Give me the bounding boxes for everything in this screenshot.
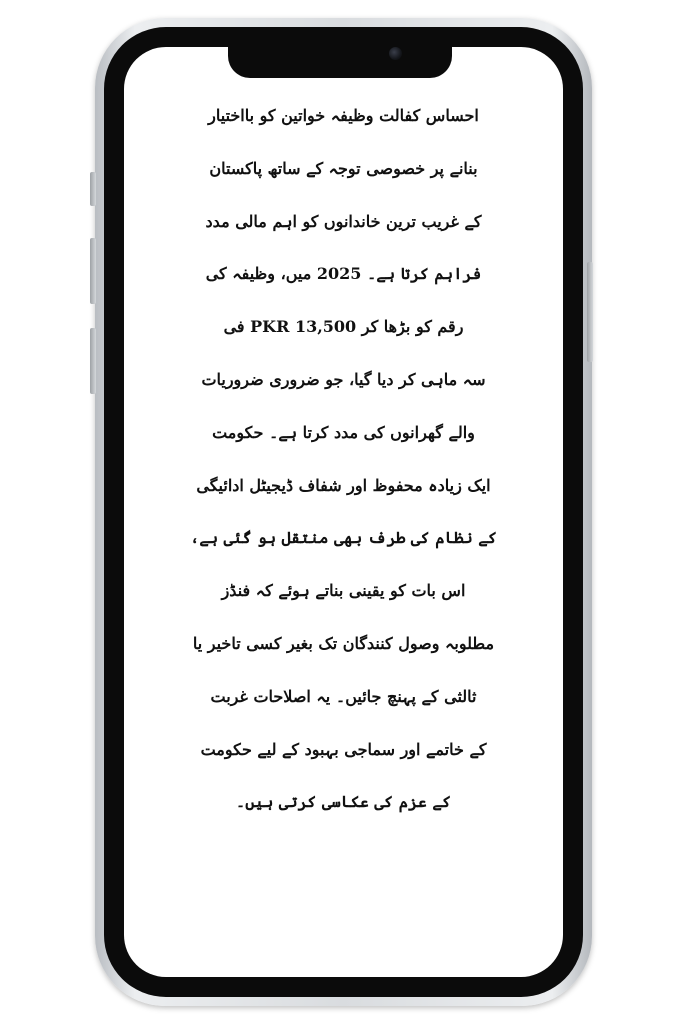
front-camera-icon: [389, 47, 402, 60]
text-line: کے عزم کی عکاسی کرتی ہیں۔: [235, 792, 452, 812]
text-line: احساس کفالت وظیفہ خواتین کو بااختیار: [208, 106, 479, 125]
text-line: ثالثی کے پہنچ جائیں۔ یہ اصلاحات غربت: [210, 686, 477, 706]
text-line: کے غریب ترین خاندانوں کو اہم مالی مدد: [205, 211, 482, 231]
text-line: سہ ماہی کر دیا گیا، جو ضروری ضروریات: [201, 369, 486, 389]
text-line: کے خاتمے اور سماجی بہبود کے لیے حکومت: [200, 739, 487, 759]
text-line: بنانے پر خصوصی توجہ کے ساتھ پاکستان: [209, 158, 478, 178]
text-line: رقم کو بڑھا کر PKR 13,500 فی: [223, 317, 464, 337]
article-text: [124, 90, 563, 829]
volume-down-button: [90, 328, 96, 394]
text-line: اس بات کو یقینی بناتے ہوئے کہ فنڈز: [221, 581, 466, 601]
text-line: مطلوبہ وصول کنندگان تک بغیر کسی تاخیر یا: [192, 633, 495, 653]
power-button: [587, 262, 593, 362]
text-line: ایک زیادہ محفوظ اور شفاف ڈیجیٹل ادائیگی: [196, 475, 491, 495]
text-line: فراہم کرتا ہے۔ 2025 میں، وظیفہ کی: [205, 264, 482, 284]
text-line: والے گھرانوں کی مدد کرتا ہے۔ حکومت: [212, 422, 475, 442]
mute-switch: [90, 172, 96, 206]
notch: [228, 36, 452, 78]
volume-up-button: [90, 238, 96, 304]
text-line: کے نظام کی طرف بھی منتقل ہو گئی ہے،: [189, 528, 498, 548]
